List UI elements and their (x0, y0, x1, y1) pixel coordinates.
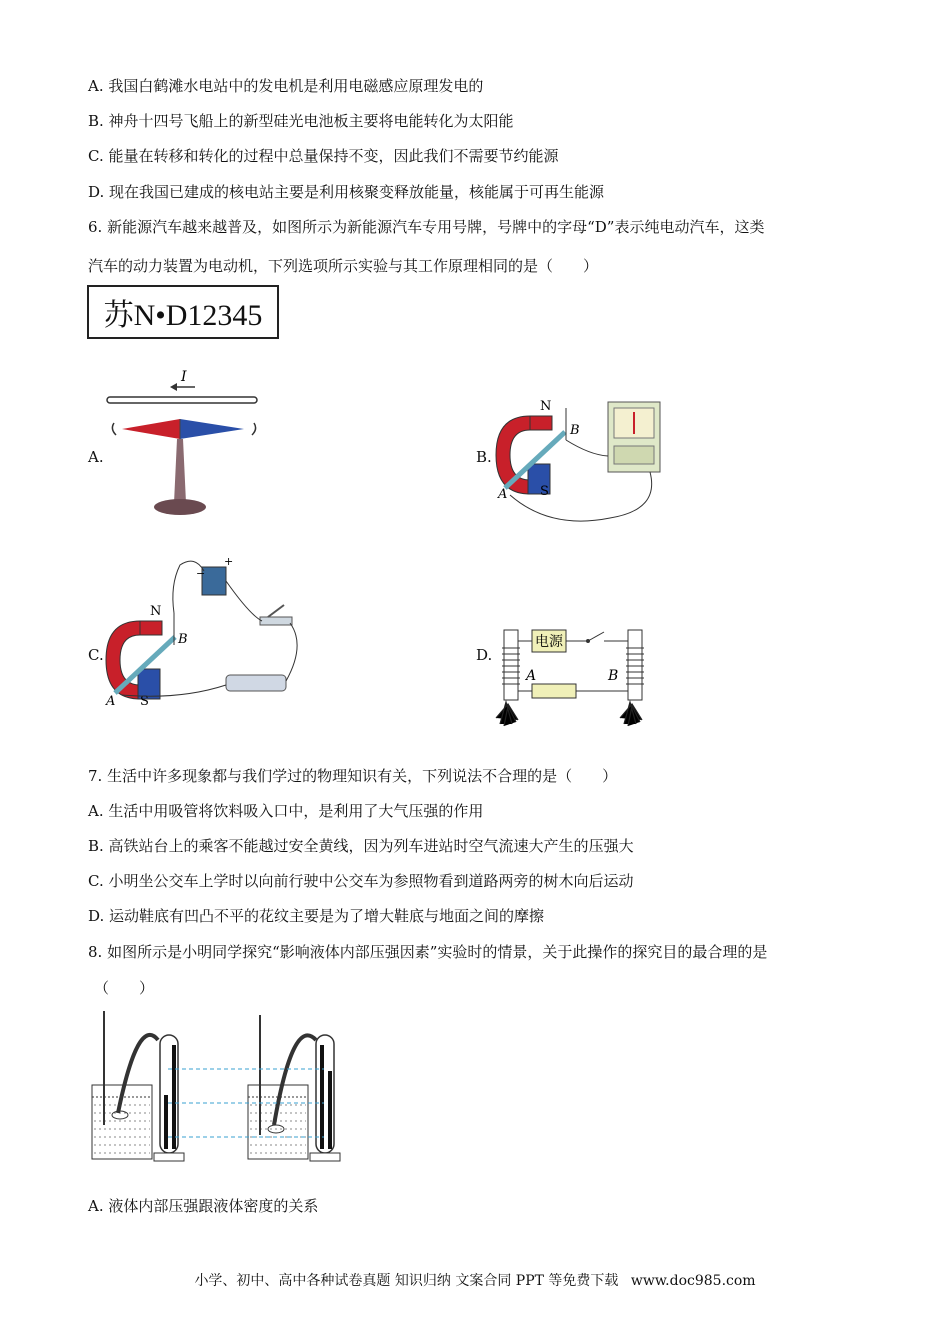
fig-d-point-a: A (526, 668, 537, 684)
q8-option-a: A. 液体内部压强跟液体密度的关系 (88, 1197, 319, 1215)
fig-b-point-a: A (498, 487, 508, 502)
power-supply-label: 电源 (535, 634, 563, 650)
footer-site-link[interactable]: www.doc985.com (630, 1273, 756, 1289)
figure-c-motor-circuit (100, 555, 310, 710)
q6-stem-line2: 汽车的动力装置为电动机，下列选项所示实验与其工作原理相同的是（ ） (88, 257, 599, 275)
fig-b-north: N (540, 399, 552, 414)
q5-option-a: A. 我国白鹤滩水电站中的发电机是利用电磁感应原理发电的 (88, 77, 484, 95)
battery-plus: + (224, 555, 234, 568)
fig-d-point-b: B (608, 668, 619, 684)
license-plate (87, 285, 279, 339)
figure-a-compass (100, 365, 270, 525)
battery-minus: − (196, 567, 206, 580)
plate-text: 苏N•D12345 (103, 299, 263, 332)
fig-c-point-a: A (106, 694, 116, 709)
q7-option-c: C. 小明坐公交车上学时以向前行驶中公交车为参照物看到道路两旁的树木向后运动 (88, 872, 634, 890)
q7-stem: 7. 生活中许多现象都与我们学过的物理知识有关，下列说法不合理的是（ ） (88, 767, 618, 785)
footer-text: 小学、初中、高中各种试卷真题 知识归纳 文案合同 PPT 等免费下载 (194, 1273, 619, 1289)
q6-option-a-label: A. (88, 448, 104, 466)
q6-option-b-label: B. (476, 448, 492, 466)
page-footer (0, 1270, 950, 1290)
fig-c-point-b: B (178, 632, 188, 647)
fig-b-south: S (540, 484, 549, 499)
q6-stem-line1: 6. 新能源汽车越来越普及，如图所示为新能源汽车专用号牌，号牌中的字母“D”表示纯电动汽车，这类 (88, 218, 765, 236)
q5-option-c: C. 能量在转移和转化的过程中总量保持不变，因此我们不需要节约能源 (88, 147, 559, 165)
q7-option-d: D. 运动鞋底有凹凸不平的花纹主要是为了增大鞋底与地面之间的摩擦 (88, 907, 545, 925)
figure-d-electromagnets (492, 628, 662, 733)
q6-option-c-label: C. (88, 646, 104, 664)
q8-stem: 8. 如图所示是小明同学探究“影响液体内部压强因素”实验时的情景，关于此操作的探究目的最合理的是 (88, 943, 768, 961)
figure-b-magnet-galvanometer (490, 400, 670, 525)
fig-c-south: S (140, 694, 149, 709)
q7-option-b: B. 高铁站台上的乘客不能越过安全黄线，因为列车进站时空气流速大产生的压强大 (88, 837, 634, 855)
current-label-i: I (181, 369, 187, 385)
q5-option-d: D. 现在我国已建成的核电站主要是利用核聚变释放能量，核能属于可再生能源 (88, 183, 605, 201)
q7-option-a: A. 生活中用吸管将饮料吸入口中，是利用了大气压强的作用 (88, 802, 484, 820)
fig-c-north: N (150, 604, 162, 619)
q8-bracket: （ ） (94, 979, 155, 997)
q5-option-b: B. 神舟十四号飞船上的新型硅光电池板主要将电能转化为太阳能 (88, 112, 514, 130)
fig-b-point-b: B (570, 423, 580, 438)
figure-q8-pressure-gauge (88, 1005, 358, 1165)
q6-option-d-label: D. (476, 646, 493, 664)
